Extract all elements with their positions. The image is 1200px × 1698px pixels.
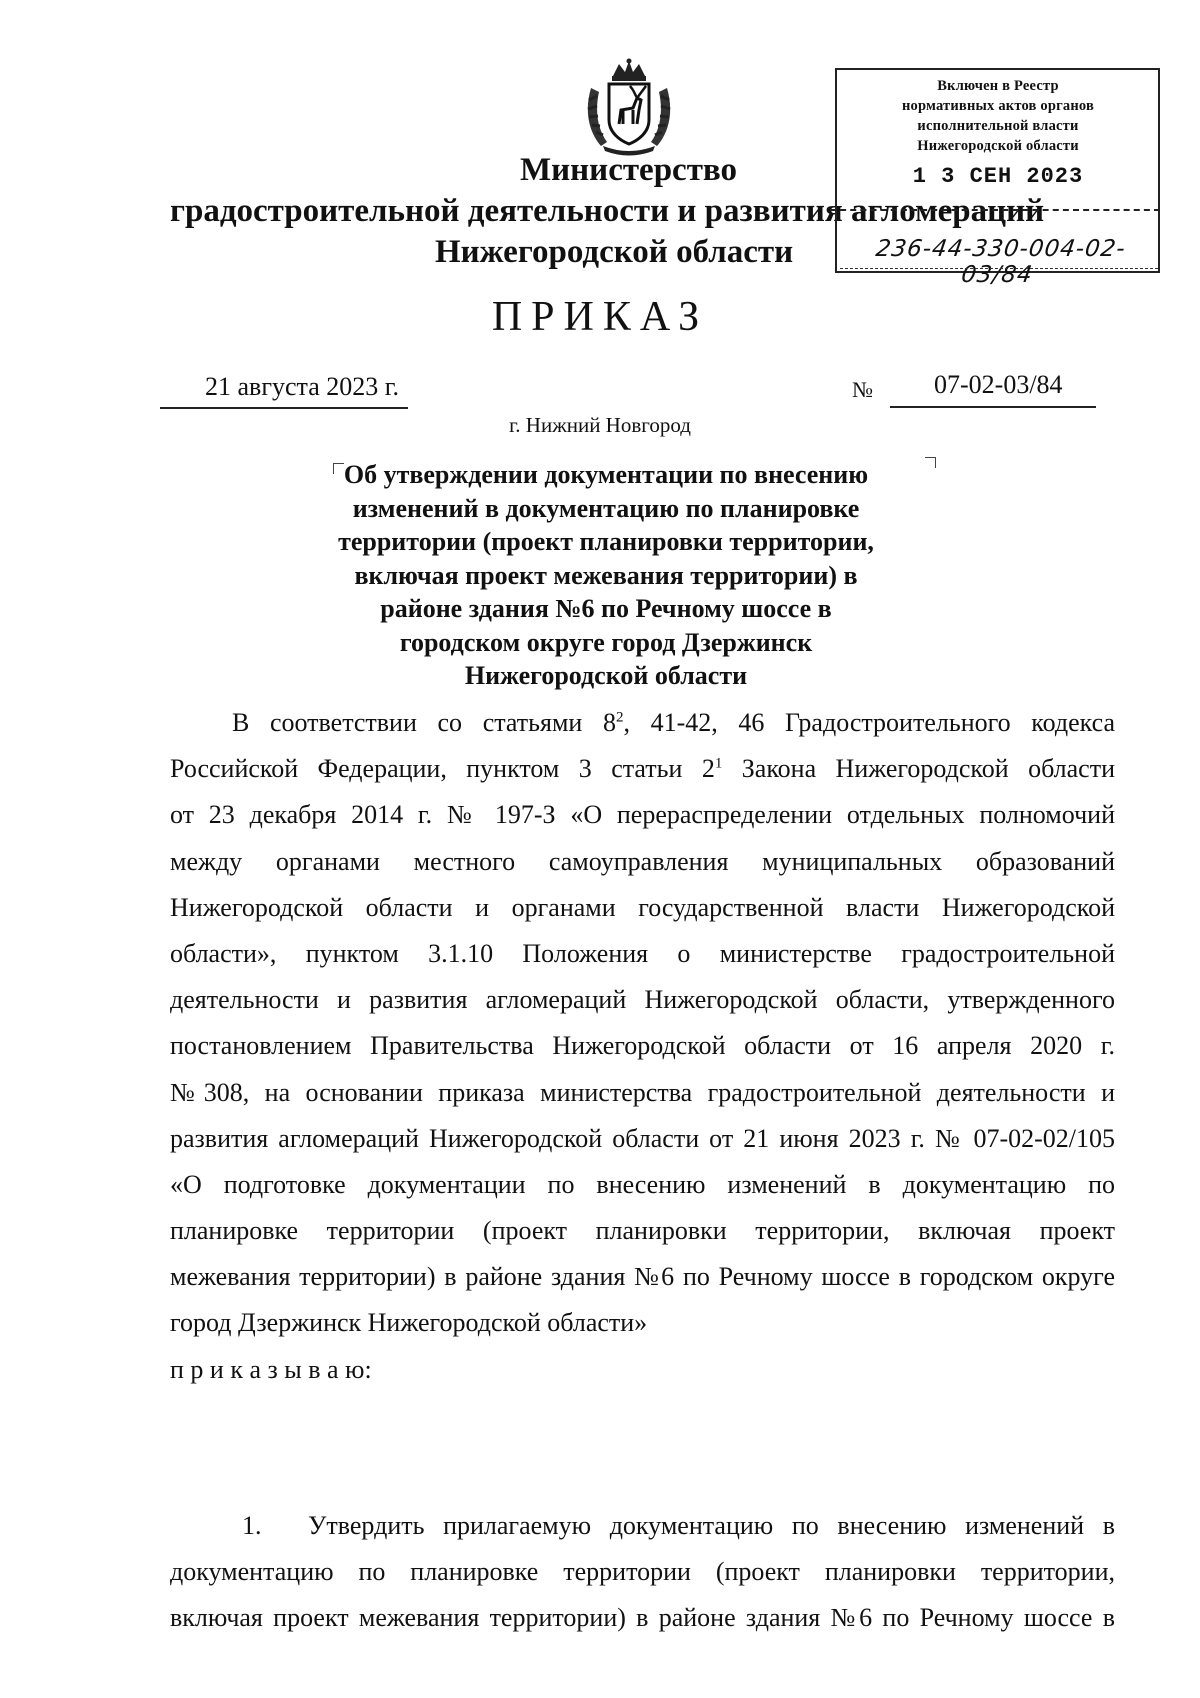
stamp-registry-number: 236-44-330-004-02-03/84 xyxy=(874,236,1128,288)
body-line-12: планировке территории (проект планировки территории, включая проект xyxy=(170,1216,1115,1246)
body-line-11: «О подготовке документации по внесению изменений в документацию по xyxy=(170,1169,1115,1199)
body-line-8: постановлением Правительства Нижегородской области от 16 апреля 2020 г. xyxy=(170,1031,1115,1061)
number-sign: № xyxy=(852,377,873,402)
subject-line: изменений в документацию по планировке xyxy=(352,493,860,523)
body-line-2: Российской Федерации, пунктом 3 статьи $2^1$ Закона Нижегородской области xyxy=(170,754,1115,784)
stamp-line-3: исполнительной власти xyxy=(917,118,1079,134)
stamp-date: 1 3 СЕН 2023 xyxy=(912,164,1084,189)
ministry-name-line1: Министерство xyxy=(520,152,737,188)
order-subject xyxy=(300,458,912,693)
stamp-number-underline xyxy=(840,268,1158,269)
body-line-14: город Дзержинск Нижегородской области» xyxy=(170,1308,648,1338)
ministry-name-line3: Нижегородской области xyxy=(435,234,794,270)
stamp-line-4: Нижегородской области xyxy=(917,138,1079,154)
subject-line: территории (проект планировки территории, xyxy=(338,527,874,556)
body-line-4: между органами местного самоуправления муниципальных образований xyxy=(170,846,1115,876)
coat-of-arms-icon xyxy=(583,58,675,156)
city: г. Нижний Новгород xyxy=(509,413,691,437)
registry-stamp-text xyxy=(838,76,1158,156)
corner-bracket-right xyxy=(925,457,936,468)
item1-line-2: документацию по планировке территории (проект планировки территории, xyxy=(170,1557,1115,1587)
body-line-6: области», пунктом 3.1.10 Положения о министерстве градостроительной xyxy=(170,938,1115,968)
order-item-1 xyxy=(170,1503,1115,1642)
stamp-line-1: Включен в Реестр xyxy=(937,78,1059,94)
body-line-5: Нижегородской области и органами государственной власти Нижегородской xyxy=(170,892,1115,922)
ministry-name-line2: градостроительной деятельности и развития агломераций xyxy=(170,193,1045,229)
subject-line: включая проект межевания территории) в xyxy=(354,560,858,590)
decree-word: п р и к а з ы в а ю: xyxy=(170,1354,372,1384)
stamp-divider xyxy=(830,209,1160,211)
subject-line: районе здания №6 по Речному шоссе в xyxy=(380,594,832,623)
order-title: ПРИКАЗ xyxy=(491,294,709,340)
stamp-line-2: нормативных актов органов xyxy=(901,98,1095,114)
item1-line-3: включая проект межевания территории) в районе здания №6 по Речному шоссе в xyxy=(170,1603,1115,1633)
body-line-9: №308, на основании приказа министерства градостроительной деятельности и xyxy=(170,1077,1115,1107)
number-underline xyxy=(890,406,1096,408)
subject-line: Об утверждении документации по внесению xyxy=(343,460,869,489)
date-underline xyxy=(160,407,408,409)
item-number: 1. xyxy=(242,1511,262,1540)
body-line-3: от 23 декабря 2014 г. № 197-З «О перераспределении отдельных полномочий xyxy=(170,800,1115,830)
body-line-10: развития агломераций Нижегородской области от 21 июня 2023 г. № 07-02-02/105 xyxy=(170,1123,1115,1153)
subject-line: городском округе город Дзержинск xyxy=(399,627,813,657)
item1-line-1: 1. Утвердить прилагаемую документацию по внесению изменений в xyxy=(170,1503,1115,1549)
order-number: 07-02-03/84 xyxy=(934,370,1063,399)
subject-line: Нижегородской области xyxy=(464,661,748,690)
body-line-1: В соответствии со статьями $8^2$, 41-42, 46 Градостроительного кодекса xyxy=(232,708,1115,737)
body-line-13: межевания территории) в районе здания №6 по Речному шоссе в городском округе xyxy=(170,1262,1115,1292)
order-body xyxy=(170,700,1115,1393)
body-line-7: деятельности и развития агломераций Нижегородской области, утвержденного xyxy=(170,985,1115,1015)
order-date: 21 августа 2023 г. xyxy=(205,372,399,401)
